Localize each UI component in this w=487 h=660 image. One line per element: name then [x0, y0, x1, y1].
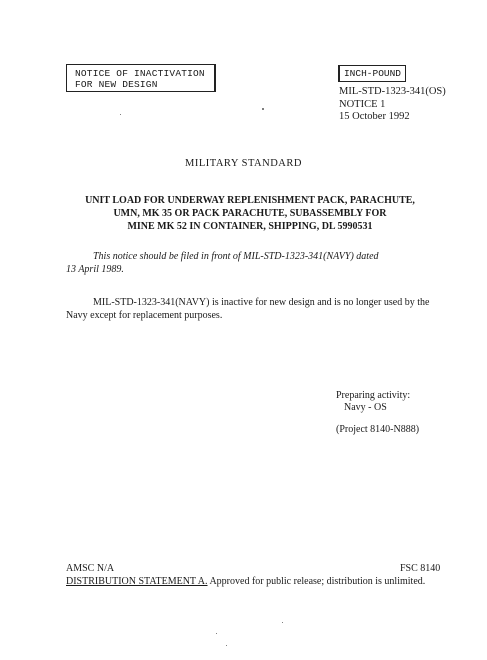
document-identification [339, 86, 446, 124]
filing-line-2: 13 April 1989. [66, 264, 124, 275]
distribution-text: Approved for public release; distribution is unlimited. [207, 576, 426, 587]
notice-number: NOTICE 1 [339, 98, 386, 110]
project-number: (Project 8140-N888) [336, 424, 420, 435]
amsc-code: AMSC N/A [66, 563, 115, 574]
distribution-label: DISTRIBUTION STATEMENT A. [66, 576, 208, 587]
filing-instruction [66, 250, 426, 276]
scan-speck [216, 633, 217, 634]
scan-speck [262, 108, 264, 110]
notice-of-inactivation-box [66, 64, 216, 92]
document-title [60, 194, 440, 233]
inch-pound-box: INCH-POUND [338, 65, 406, 82]
title-line-3: MINE MK 52 IN CONTAINER, SHIPPING, DL 5990531 [127, 221, 373, 232]
preparing-activity-block [336, 390, 419, 436]
scan-speck [282, 622, 283, 623]
preparing-activity-label: Preparing activity: [336, 390, 411, 401]
notice-date: 15 October 1992 [339, 111, 410, 122]
distribution-statement [66, 576, 425, 587]
statement-line-1: MIL-STD-1323-341(NAVY) is inactive for new design and is no longer used by the [93, 297, 430, 308]
statement-line-2: Navy except for replacement purposes. [66, 310, 223, 321]
fsc-code: FSC 8140 [400, 563, 441, 574]
scan-speck [226, 645, 227, 646]
standard-type-heading: MILITARY STANDARD [185, 158, 302, 169]
notice-box-line-1: NOTICE OF INACTIVATION [75, 68, 205, 79]
document-number: MIL-STD-1323-341(OS) [339, 86, 446, 97]
scan-speck [120, 114, 121, 115]
title-line-2: UMN, MK 35 OR PACK PARACHUTE, SUBASSEMBLY FOR [113, 208, 387, 219]
preparing-activity-name: Navy - OS [344, 402, 387, 413]
filing-line-1: This notice should be filed in front of MIL-STD-1323-341(NAVY) dated [93, 251, 379, 262]
inactivation-statement [66, 296, 446, 322]
title-line-1: UNIT LOAD FOR UNDERWAY REPLENISHMENT PACK, PARACHUTE, [85, 195, 415, 206]
notice-box-line-2: FOR NEW DESIGN [75, 79, 158, 90]
